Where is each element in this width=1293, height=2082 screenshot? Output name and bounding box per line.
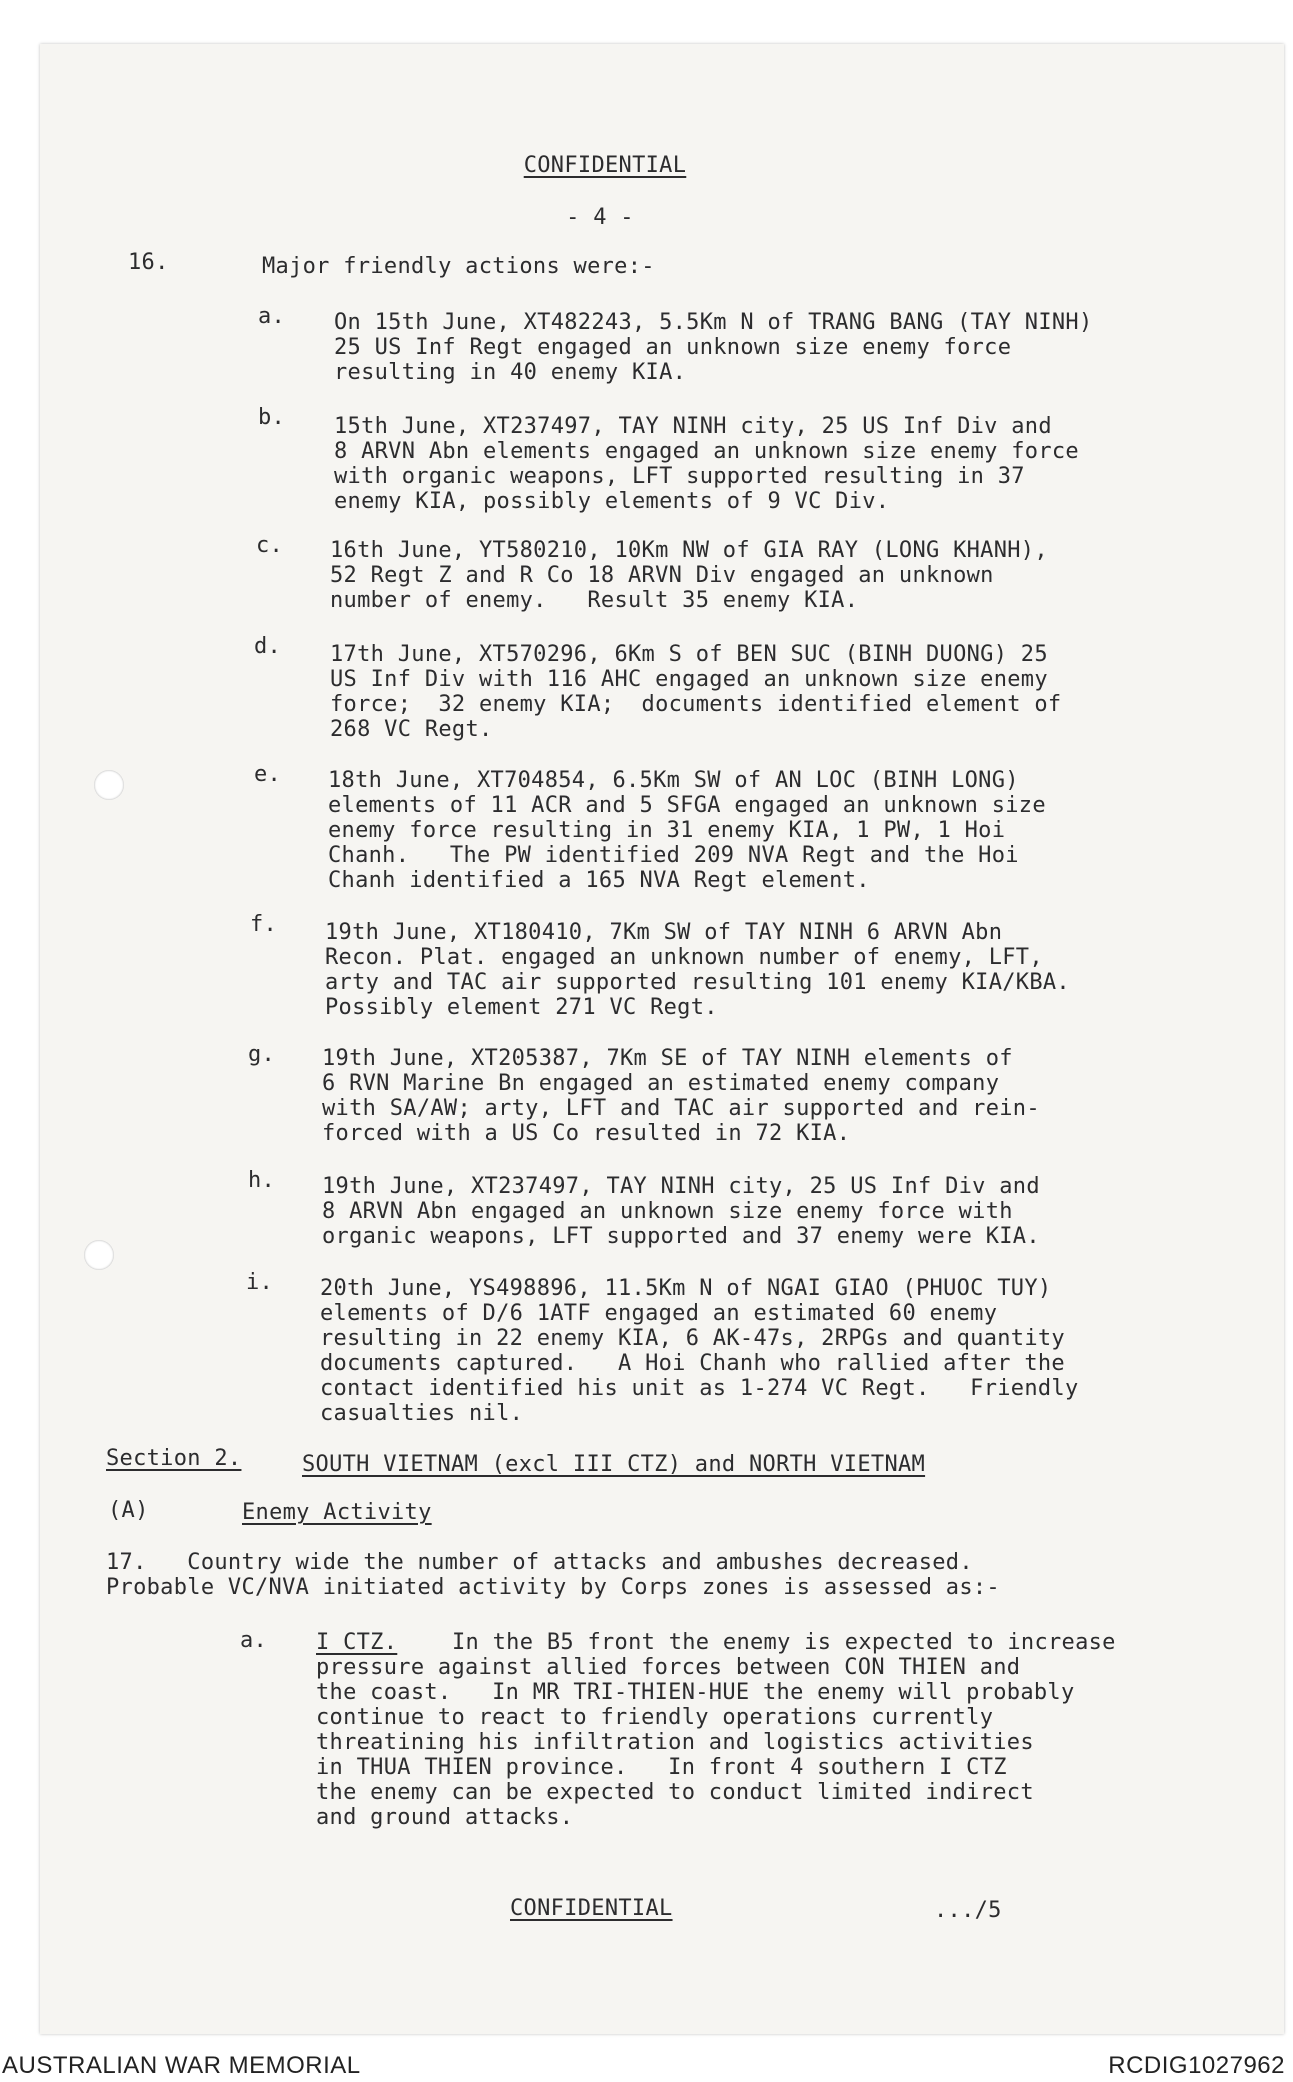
item-e-line-2: elements of 11 ACR and 5 SFGA engaged an unknown size — [328, 793, 1046, 818]
item-i-line-1: 20th June, YS498896, 11.5Km N of NGAI GIAO (PHUOC TUY) — [320, 1276, 1052, 1301]
item-i-line-5: contact identified his unit as 1-274 VC Regt. Friendly — [320, 1376, 1079, 1401]
item-label-b: b. — [258, 405, 286, 430]
item-b-line-1: 15th June, XT237497, TAY NINH city, 25 US Inf Div and — [334, 414, 1052, 439]
item17a-line-6: in THUA THIEN province. In front 4 southern I CTZ — [316, 1755, 1007, 1780]
item-g-line-3: with SA/AW; arty, LFT and TAC air supported and rein- — [322, 1096, 1040, 1121]
item17a-line-2: pressure against allied forces between CON THIEN and — [316, 1655, 1021, 1680]
item-b-line-2: 8 ARVN Abn elements engaged an unknown size enemy force — [334, 439, 1079, 464]
item-f-line-1: 19th June, XT180410, 7Km SW of TAY NINH 6 ARVN Abn — [325, 920, 1003, 945]
item17a-heading: I CTZ. — [316, 1630, 398, 1655]
item-a-line-2: 25 US Inf Regt engaged an unknown size enemy force — [334, 335, 1012, 360]
item-label-a: a. — [258, 304, 286, 329]
item-h-line-3: organic weapons, LFT supported and 37 enemy were KIA. — [322, 1224, 1040, 1249]
item-g-line-1: 19th June, XT205387, 7Km SE of TAY NINH elements of — [322, 1046, 1013, 1071]
para16-intro: Major friendly actions were:- — [262, 254, 655, 279]
item17a-line-1: In the B5 front the enemy is expected to increase — [452, 1630, 1116, 1655]
page-number: - 4 - — [566, 205, 634, 230]
item-b-line-4: enemy KIA, possibly elements of 9 VC Div. — [334, 489, 890, 514]
item-e-line-4: Chanh. The PW identified 209 NVA Regt and the Hoi — [328, 843, 1019, 868]
item17a-line-4: continue to react to friendly operations currently — [316, 1705, 994, 1730]
punch-hole-top — [94, 770, 124, 800]
item-label-g: g. — [248, 1042, 276, 1067]
item-label-i: i. — [246, 1270, 274, 1295]
item-label-c: c. — [256, 533, 284, 558]
item17a-line-3: the coast. In MR TRI-THIEN-HUE the enemy will probably — [316, 1680, 1075, 1705]
item-d-line-3: force; 32 enemy KIA; documents identified element of — [330, 692, 1062, 717]
item-d-line-2: US Inf Div with 116 AHC engaged an unknown size enemy — [330, 667, 1048, 692]
item-f-line-2: Recon. Plat. engaged an unknown number of enemy, LFT, — [325, 945, 1043, 970]
item-label-d: d. — [254, 634, 282, 659]
item17a-line-7: the enemy can be expected to conduct limited indirect — [316, 1780, 1034, 1805]
item-h-line-1: 19th June, XT237497, TAY NINH city, 25 US Inf Div and — [322, 1174, 1040, 1199]
item-a-line-1: On 15th June, XT482243, 5.5Km N of TRANG BANG (TAY NINH) — [334, 310, 1093, 335]
item-i-line-4: documents captured. A Hoi Chanh who rallied after the — [320, 1351, 1065, 1376]
item-g-line-2: 6 RVN Marine Bn engaged an estimated enemy company — [322, 1071, 1000, 1096]
para17-line-1: 17. Country wide the number of attacks and ambushes decreased. — [106, 1550, 973, 1575]
item17a-line-8: and ground attacks. — [316, 1805, 574, 1830]
footer-classification: CONFIDENTIAL — [510, 1896, 673, 1921]
item-c-line-2: 52 Regt Z and R Co 18 ARVN Div engaged an unknown — [330, 563, 994, 588]
item-c-line-1: 16th June, YT580210, 10Km NW of GIA RAY (LONG KHANH), — [330, 538, 1048, 563]
item-d-line-4: 268 VC Regt. — [330, 717, 493, 742]
item-g-line-4: forced with a US Co resulted in 72 KIA. — [322, 1121, 851, 1146]
item-d-line-1: 17th June, XT570296, 6Km S of BEN SUC (BINH DUONG) 25 — [330, 642, 1048, 667]
item-label-e: e. — [254, 762, 282, 787]
footer-continuation: .../5 — [934, 1898, 1002, 1923]
item-i-line-3: resulting in 22 enemy KIA, 6 AK-47s, 2RPGs and quantity — [320, 1326, 1065, 1351]
item-f-line-3: arty and TAC air supported resulting 101 enemy KIA/KBA. — [325, 970, 1070, 995]
item-e-line-3: enemy force resulting in 31 enemy KIA, 1 PW, 1 Hoi — [328, 818, 1006, 843]
item-e-line-1: 18th June, XT704854, 6.5Km SW of AN LOC (BINH LONG) — [328, 768, 1019, 793]
para17-line-2: Probable VC/NVA initiated activity by Corps zones is assessed as:- — [106, 1575, 1000, 1600]
section2-title: SOUTH VIETNAM (excl III CTZ) and NORTH VIETNAM — [302, 1452, 926, 1477]
section2-label: Section 2. — [106, 1446, 242, 1471]
para16-number: 16. — [128, 250, 169, 275]
header-classification: CONFIDENTIAL — [523, 153, 687, 178]
subsection-label: (A) — [108, 1498, 149, 1523]
item-label-h: h. — [248, 1168, 276, 1193]
item-b-line-3: with organic weapons, LFT supported resulting in 37 — [334, 464, 1025, 489]
item-i-line-2: elements of D/6 1ATF engaged an estimated 60 enemy — [320, 1301, 998, 1326]
item17a-line-5: threatining his infiltration and logistics activities — [316, 1730, 1034, 1755]
item-label-f: f. — [250, 912, 278, 937]
item17a-label: a. — [240, 1628, 268, 1653]
item-a-line-3: resulting in 40 enemy KIA. — [334, 360, 687, 385]
archive-footer-right: RCDIG1027962 — [1108, 2052, 1285, 2079]
item-e-line-5: Chanh identified a 165 NVA Regt element. — [328, 868, 870, 893]
punch-hole-bottom — [84, 1240, 114, 1270]
item-f-line-4: Possibly element 271 VC Regt. — [325, 995, 718, 1020]
item-c-line-3: number of enemy. Result 35 enemy KIA. — [330, 588, 859, 613]
subsection-title: Enemy Activity — [242, 1500, 432, 1525]
item-i-line-6: casualties nil. — [320, 1401, 524, 1426]
item-h-line-2: 8 ARVN Abn engaged an unknown size enemy force with — [322, 1199, 1013, 1224]
archive-footer-left: AUSTRALIAN WAR MEMORIAL — [2, 2052, 361, 2079]
